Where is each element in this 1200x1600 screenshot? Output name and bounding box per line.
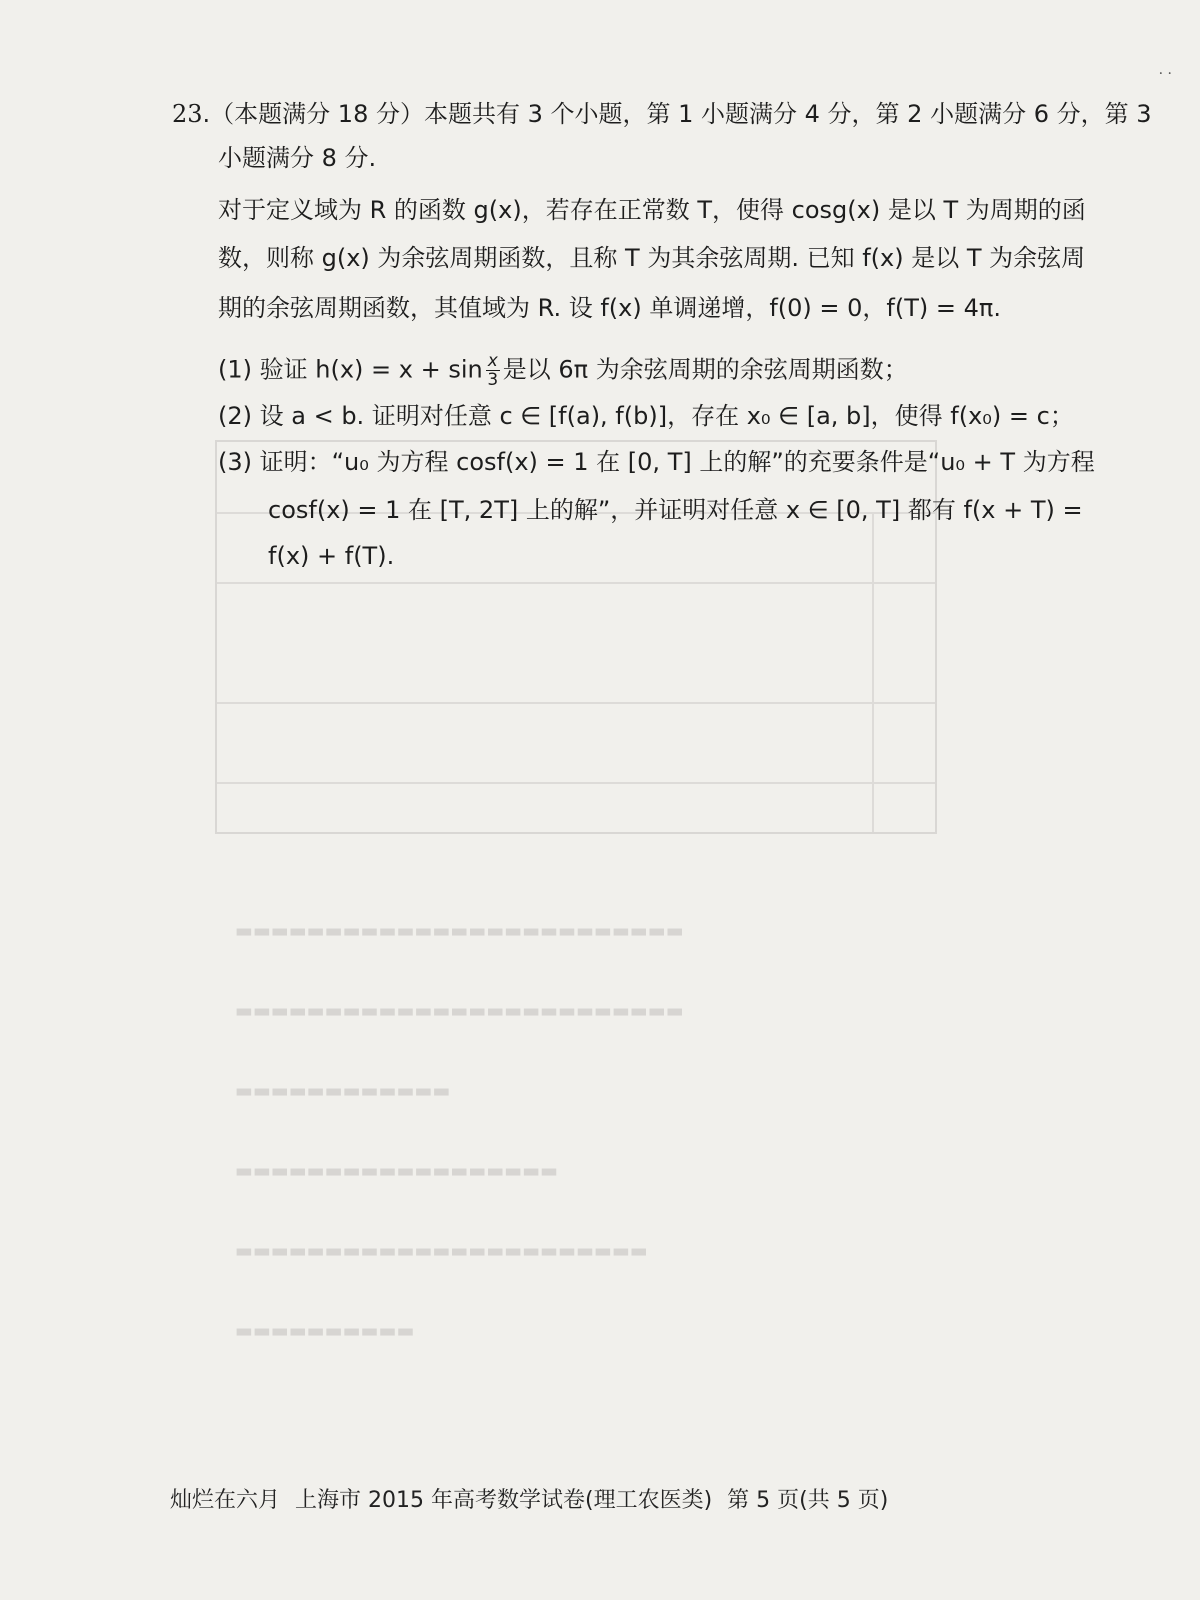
part-3-line-2: cosf(x) = 1 在 [T, 2T] 上的解”，并证明对任意 x ∈ [0, T] 都有 f(x + T) = [268, 496, 1083, 524]
bleed-through-line: ▬▬▬▬▬▬▬▬▬▬▬▬▬▬▬▬▬▬▬▬▬▬▬▬▬ [235, 920, 684, 942]
bleed-through-line: ▬▬▬▬▬▬▬▬▬▬▬▬▬▬▬▬▬▬▬▬▬▬▬ [235, 1240, 648, 1262]
footer-page: 第 5 页(共 5 页) [727, 1488, 889, 1513]
footer-left: 灿烂在六月 [170, 1488, 281, 1513]
problem-header-cont: 小题满分 8 分. [218, 144, 377, 172]
bleed-through-line: ▬▬▬▬▬▬▬▬▬▬▬▬▬▬▬▬▬▬ [235, 1160, 559, 1182]
intro-line-1: 对于定义域为 R 的函数 g(x)，若存在正常数 T，使得 cosg(x) 是以 T 为周期的函 [218, 196, 1086, 224]
page-footer [170, 1483, 896, 1514]
scan-specks: · · [1158, 66, 1172, 82]
fraction-denominator: 3 [487, 370, 499, 390]
part-1-pre: (1) 验证 h(x) = x + sin [218, 355, 483, 384]
bleed-through-line: ▬▬▬▬▬▬▬▬▬▬▬▬ [235, 1080, 451, 1102]
footer-title: 上海市 2015 年高考数学试卷(理工农医类) [295, 1488, 713, 1513]
part-1-post: 是以 6π 为余弦周期的余弦周期函数； [502, 355, 908, 384]
fraction-numerator: x [487, 351, 498, 371]
intro-line-2: 数，则称 g(x) 为余弦周期函数，且称 T 为其余弦周期. 已知 f(x) 是以 T 为余弦周 [218, 244, 1086, 272]
part-3-line-1: (3) 证明：“u₀ 为方程 cosf(x) = 1 在 [0, T] 上的解”的充要条件是“u₀ + T 为方程 [218, 448, 1095, 476]
problem-header-text: .（本题满分 18 分）本题共有 3 个小题，第 1 小题满分 4 分，第 2 小题满分 6 分，第 3 [202, 100, 1152, 128]
problem-number: 23 [172, 100, 203, 128]
problem-header [172, 98, 1152, 130]
fraction-x-over-3 [486, 352, 500, 389]
intro-line-3: 期的余弦周期函数，其值域为 R. 设 f(x) 单调递增，f(0) = 0，f(T) = 4π. [218, 294, 1001, 322]
part-1 [218, 352, 908, 389]
part-2: (2) 设 a < b. 证明对任意 c ∈ [f(a), f(b)]，存在 x₀ ∈ [a, b]，使得 f(x₀) = c； [218, 402, 1074, 430]
bleed-through-line: ▬▬▬▬▬▬▬▬▬▬ [235, 1320, 415, 1342]
part-3-line-3: f(x) + f(T). [268, 542, 395, 570]
bleed-through-line: ▬▬▬▬▬▬▬▬▬▬▬▬▬▬▬▬▬▬▬▬▬▬▬▬▬ [235, 1000, 684, 1022]
